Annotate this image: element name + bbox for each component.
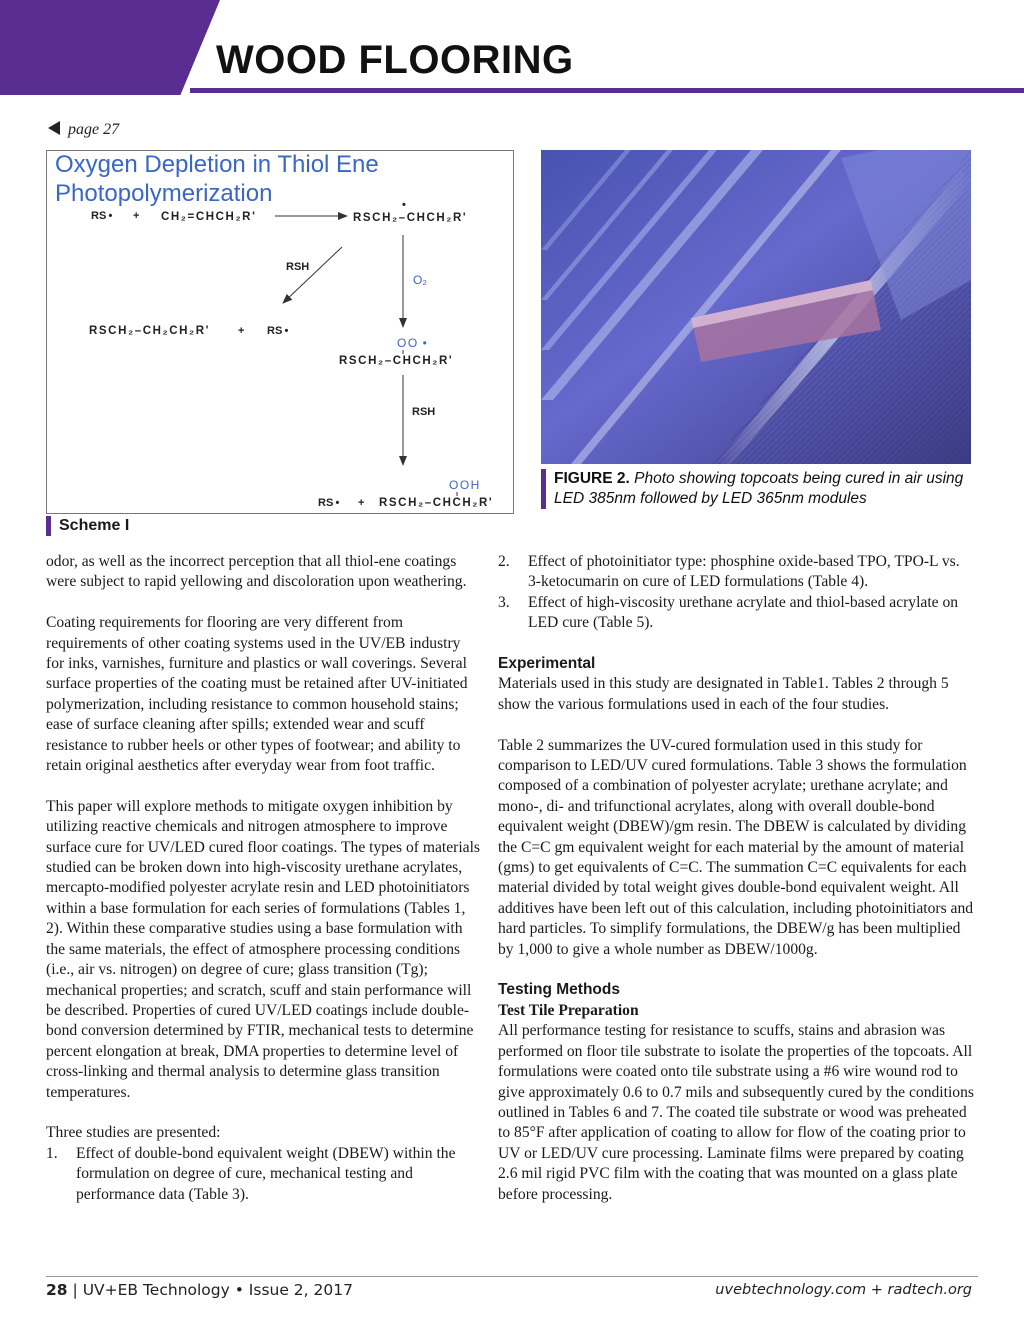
curing-photo-illustration	[541, 150, 971, 464]
scheme-title-line1: Oxygen Depletion in Thiol Ene	[55, 151, 379, 178]
footer-websites[interactable]: uvebtechnology.com + radtech.org	[715, 1282, 972, 1298]
peroxy-radical: RSCH₂–CHCH₂R'	[339, 355, 454, 367]
footer-left	[46, 1281, 353, 1299]
scheme-diagram	[46, 150, 514, 514]
list-item	[498, 593, 976, 634]
scheme-svg	[47, 151, 513, 513]
paragraph: Coating requirements for flooring are very different from requirements of other coating systems used in the UV/EB industry for inks, varnishes, furniture and plastics or wall coverings. Several surface properties of the coating must be retained after UV-initiated polymerization, including resistance to common household stains; ease of surface cleaning after spills; extended wear and scuff resistance to rubber heels or other types of footwear; and ability to retain original aesthetics after everyday wear from foot traffic.	[46, 614, 468, 775]
hydroperoxide-group: OOH	[449, 478, 481, 492]
list-number: 1.	[46, 1144, 58, 1162]
continued-from[interactable]	[48, 121, 119, 139]
list-number: 3.	[498, 593, 510, 611]
header-rule	[190, 88, 1024, 93]
scheme-title-line2: Photopolymerization	[55, 180, 273, 207]
list-item	[498, 552, 976, 593]
figure-label: FIGURE 2.	[554, 470, 630, 487]
hydroperoxide-product: RSCH₂–CHCH₂R'	[379, 497, 494, 509]
left-arrow-icon	[48, 121, 60, 135]
studies-list-part-2	[498, 552, 976, 634]
list-number: 2.	[498, 553, 510, 570]
paragraph: This paper will explore methods to mitigate oxygen inhibition by utilizing reactive chemicals and nitrogen atmosphere to improve surface cure for UV/LED cured floor coatings. The types of materials studied can be broken down into high-viscosity urethane acrylates, mercapto-modified polyester acrylate resin and LED photoinitiators within a base formulation for each series of formulations (Tables 1, 2). Within these comparative studies using a base formulation with the same materials, the effect of atmosphere processing conditions (i.e., air vs. nitrogen) on degree of cure; glass transition (Tg); mechanical properties; and scratch, scuff and stain performance will be described. Properties of cured UV/LED coatings include double-bond conversion determined by FTIR, mechanical tests to determine percent elongation at break, DMA properties to determine level of cross-linking and thermal analysis to determine glass transition temperatures.	[46, 797, 481, 1101]
list-item	[46, 1144, 482, 1205]
paragraph: All performance testing for resistance to scuffs, stains and abrasion was performed on floor tile substrate to isolate the properties of the topcoats. All formulations were coated onto tile substrate using a #6 wire wound rod to give approximately 0.6 to 0.7 mils and subsequently cured by the conditions outlined in Tables 6 and 7. The coated tile substrate or wood was preheated to 85°F after application of coating to allow for flow of the coating prior to UV or LED/UV cure processing. Laminate films were prepared by coating 2.6 mil rigid PVC film with the coating that was mounted on a glass plate before processing.	[498, 1022, 974, 1203]
rsh-reagent-2: RSH	[412, 406, 436, 418]
figure-caption-text: Photo showing topcoats being cured in air using LED 385nm followed by LED 365nm modules	[554, 470, 964, 507]
radical-dot: •	[402, 199, 406, 211]
thiyl-radical: RS •	[91, 210, 113, 222]
paragraph: odor, as well as the incorrect perception that all thiol-ene coatings were subject to rapid yellowing and discoloration upon weathering.	[46, 553, 467, 591]
peroxy-group: OO •	[397, 336, 429, 350]
right-text-column	[498, 552, 976, 1205]
thioether-product: RSCH₂–CH₂CH₂R'	[89, 325, 210, 337]
alkene: CH₂=CHCH₂R'	[161, 211, 257, 223]
section-heading-testing-methods: Testing Methods	[498, 981, 620, 999]
publication-name: UV+EB Technology • Issue 2, 2017	[82, 1281, 353, 1299]
plus-sign-2: +	[238, 325, 245, 337]
footer-separator: |	[72, 1281, 78, 1299]
list-text: Effect of high-viscosity urethane acrylate and thiol-based acrylate on LED cure (Table 5).	[528, 593, 959, 632]
plus-sign: +	[133, 210, 140, 222]
subheading-test-tile-preparation: Test Tile Preparation	[498, 1001, 639, 1019]
page-number: 28	[46, 1281, 68, 1299]
section-title: WOOD FLOORING	[216, 38, 574, 82]
chain-transfer-arrow	[283, 247, 342, 303]
oxygen-reagent: O₂	[413, 273, 427, 287]
section-heading-experimental: Experimental	[498, 655, 596, 673]
carbon-radical: RSCH₂–CHCH₂R'	[353, 212, 468, 224]
thiyl-radical-3: RS •	[318, 497, 340, 509]
figure-2-caption	[541, 469, 994, 509]
paragraph: Materials used in this study are designated in Table1. Tables 2 through 5 show the various formulations used in each of the four studies.	[498, 675, 949, 713]
rsh-reagent-1: RSH	[286, 261, 310, 273]
studies-list-part-1	[46, 1144, 482, 1205]
footer-rule	[46, 1276, 978, 1277]
plus-sign-3: +	[358, 497, 365, 509]
paragraph: Table 2 summarizes the UV-cured formulation used in this study for comparison to LED/UV cured formulations. Table 3 shows the formulation composed of a combination of polyester acrylate; urethane acrylate; and mono-, di- and trifunctional acrylates, along with overall double-bond equivalent weight (DBEW)/gm resin. The DBEW is calculated by dividing the C=C gm equivalent weight for each material by the amount of material (gms) to get equivalents of C=C. The summation C=C equivalents for each material divided by total weight gives double-bond equivalent weight. All additives have been left out of this calculation, including photoinitiators and hard particles. To simplify formulations, the DBEW/g has been multiplied by 1,000 to give a whole number as DBEW/1000g.	[498, 736, 974, 958]
list-text: Effect of photoinitiator type: phosphine oxide-based TPO, TPO-L vs. 3-ketocumarin on cure of LED formulations (Table 4).	[528, 553, 960, 591]
figure-2-photo	[541, 150, 971, 464]
left-text-column	[46, 552, 482, 1225]
scheme-caption: Scheme I	[46, 516, 129, 536]
continued-page-label: page 27	[68, 121, 120, 138]
paragraph: Three studies are presented:	[46, 1124, 221, 1142]
thiyl-radical-2: RS •	[267, 325, 289, 337]
header-accent-band	[0, 0, 220, 95]
list-text: Effect of double-bond equivalent weight (DBEW) within the formulation on degree of cure, mechanical testing and performance data (Table 3).	[76, 1144, 456, 1203]
